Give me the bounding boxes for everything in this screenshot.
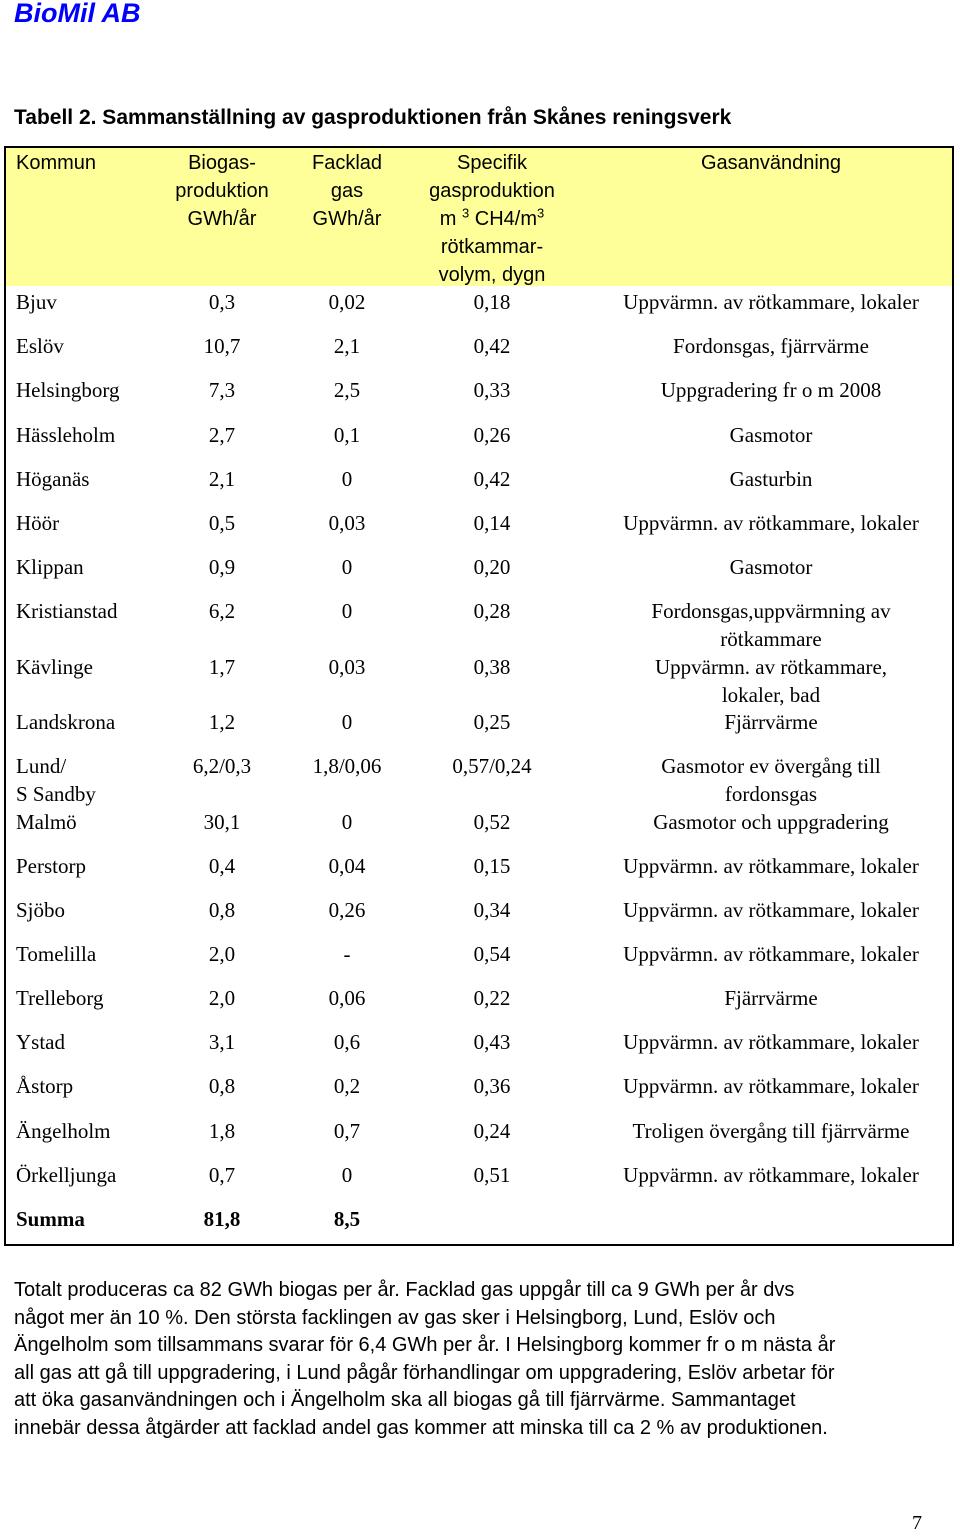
cell-kommun bbox=[16, 288, 57, 316]
cell-specifik: 0,36 bbox=[473, 1074, 511, 1098]
header-specifik-unit: m $^3$ $CH4/m^3$ bbox=[439, 205, 545, 230]
cell-anvandning-line: Fordonsgas, fjärrvärme bbox=[673, 334, 869, 358]
cell-anvandning-line: rötkammare bbox=[720, 627, 822, 651]
cell-kommun-line: Lund/ bbox=[16, 754, 67, 778]
cell-facklad: 0,03 bbox=[328, 511, 366, 535]
cell-biogas: 0,7 bbox=[208, 1163, 236, 1187]
cell-biogas: 2,1 bbox=[208, 467, 236, 491]
cell-facklad: 0,03 bbox=[328, 655, 366, 679]
cell-anvandning-line: Uppvärmn. av rötkammare, lokaler bbox=[623, 511, 919, 535]
cell-anvandning-line: lokaler, bad bbox=[721, 683, 821, 707]
header-biogas bbox=[152, 149, 292, 233]
cell-biogas: 0,8 bbox=[208, 898, 236, 922]
cell-facklad: 0,7 bbox=[333, 1119, 361, 1143]
header-biogas-line: GWh/år bbox=[187, 208, 257, 230]
cell-facklad: 0 bbox=[341, 1163, 353, 1187]
cell-anvandning-line: Gasturbin bbox=[729, 467, 813, 491]
cell-facklad: 0,06 bbox=[328, 986, 366, 1010]
cell-facklad: 2,5 bbox=[333, 378, 361, 402]
cell-biogas: 2,0 bbox=[208, 986, 236, 1010]
cell-kommun-line: Kävlinge bbox=[16, 655, 93, 679]
cell-kommun-line: Kristianstad bbox=[16, 599, 118, 623]
cell-kommun-line: Ystad bbox=[16, 1030, 65, 1054]
cell-biogas: 6,2/0,3 bbox=[192, 754, 252, 778]
cell-anvandning-line: Fjärrvärme bbox=[724, 710, 818, 734]
cell-facklad: 0 bbox=[341, 710, 353, 734]
cell-kommun-line: Hässleholm bbox=[16, 423, 116, 447]
cell-kommun bbox=[16, 509, 59, 537]
cell-specifik: 0,42 bbox=[473, 334, 511, 358]
cell-biogas: 0,9 bbox=[208, 555, 236, 579]
summary-line: innebär dessa åtgärder att facklad andel gas kommer att minska till ca 2 % av produktionen. bbox=[14, 1416, 828, 1439]
cell-specifik: 0,52 bbox=[473, 810, 511, 834]
cell-anvandning-line: Uppgradering fr o m 2008 bbox=[660, 378, 882, 402]
cell-anvandning bbox=[596, 465, 946, 493]
cell-specifik: 0,18 bbox=[473, 290, 511, 314]
header-anvandning: Gasanvändning bbox=[700, 152, 842, 174]
cell-anvandning bbox=[596, 896, 946, 924]
summary-line: Ängelholm som tillsammans svarar för 6,4 GWh per år. I Helsingborg kommer fr o m nästa år bbox=[14, 1334, 836, 1356]
cell-biogas: 0,8 bbox=[208, 1074, 236, 1098]
cell-kommun bbox=[16, 421, 115, 449]
cell-specifik: 0,34 bbox=[473, 898, 511, 922]
cell-anvandning-line: Uppvärmn. av rötkammare, lokaler bbox=[623, 1030, 919, 1054]
cell-kommun-line: Ängelholm bbox=[16, 1119, 111, 1143]
header-facklad-line: Facklad bbox=[311, 152, 383, 174]
table-caption: Tabell 2. Sammanställning av gasproduktionen från Skånes reningsverk bbox=[14, 106, 732, 129]
cell-kommun bbox=[16, 1117, 111, 1145]
cell-biogas: 81,8 bbox=[203, 1207, 241, 1231]
cell-anvandning-line: Uppvärmn. av rötkammare, lokaler bbox=[623, 854, 919, 878]
cell-anvandning bbox=[596, 852, 946, 880]
cell-anvandning bbox=[596, 553, 946, 581]
cell-biogas: 1,7 bbox=[208, 655, 236, 679]
cell-anvandning bbox=[596, 940, 946, 968]
cell-kommun-line: Örkelljunga bbox=[16, 1163, 117, 1187]
cell-kommun bbox=[16, 1205, 85, 1233]
cell-facklad: 0 bbox=[341, 467, 353, 491]
cell-facklad: 1,8/0,06 bbox=[312, 754, 382, 778]
cell-specifik: 0,28 bbox=[473, 599, 511, 623]
cell-kommun-line: Åstorp bbox=[16, 1074, 74, 1098]
cell-kommun-line: Bjuv bbox=[16, 290, 57, 314]
cell-anvandning-line: Uppvärmn. av rötkammare, lokaler bbox=[623, 1074, 919, 1098]
cell-kommun-line: Sjöbo bbox=[16, 898, 66, 922]
cell-anvandning bbox=[596, 1161, 946, 1189]
cell-anvandning bbox=[596, 509, 946, 537]
cell-specifik: 0,24 bbox=[473, 1119, 511, 1143]
cell-facklad: 0,04 bbox=[328, 854, 366, 878]
cell-specifik: 0,43 bbox=[473, 1030, 511, 1054]
cell-kommun-line: Helsingborg bbox=[16, 378, 120, 402]
cell-anvandning bbox=[596, 808, 946, 836]
cell-facklad: 2,1 bbox=[333, 334, 361, 358]
cell-kommun bbox=[16, 1072, 73, 1100]
header-specifik-line: rötkammar- bbox=[440, 236, 544, 258]
cell-anvandning bbox=[596, 1072, 946, 1100]
cell-specifik: 0,38 bbox=[473, 655, 511, 679]
header-facklad bbox=[292, 149, 402, 233]
cell-specifik: 0,51 bbox=[473, 1163, 511, 1187]
cell-specifik: 0,25 bbox=[473, 710, 511, 734]
cell-kommun-line: Perstorp bbox=[16, 854, 86, 878]
cell-kommun-line: Landskrona bbox=[16, 710, 116, 734]
cell-anvandning-line: Uppvärmn. av rötkammare, lokaler bbox=[623, 1163, 919, 1187]
cell-kommun-line: Malmö bbox=[16, 810, 77, 834]
cell-anvandning-line: Fjärrvärme bbox=[724, 986, 818, 1010]
cell-kommun bbox=[16, 1161, 116, 1189]
cell-specifik: 0,14 bbox=[473, 511, 511, 535]
cell-anvandning bbox=[596, 421, 946, 449]
header-biogas-line: Biogas- bbox=[188, 152, 256, 174]
cell-biogas: 0,3 bbox=[208, 290, 236, 314]
cell-specifik: 0,26 bbox=[473, 423, 511, 447]
cell-biogas: 2,7 bbox=[208, 423, 236, 447]
cell-specifik: 0,20 bbox=[473, 555, 511, 579]
cell-kommun bbox=[16, 376, 119, 404]
cell-anvandning bbox=[596, 376, 946, 404]
cell-kommun bbox=[16, 653, 93, 681]
cell-biogas: 2,0 bbox=[208, 942, 236, 966]
gas-production-table bbox=[4, 146, 954, 1246]
cell-facklad: 0,26 bbox=[328, 898, 366, 922]
summary-line: något mer än 10 %. Den största facklingen av gas sker i Helsingborg, Lund, Eslöv och bbox=[14, 1306, 776, 1329]
cell-anvandning bbox=[596, 597, 946, 653]
cell-anvandning-line: Uppvärmn. av rötkammare, lokaler bbox=[623, 942, 919, 966]
cell-facklad: 0,6 bbox=[333, 1030, 361, 1054]
cell-specifik: 0,57/0,24 bbox=[452, 754, 532, 778]
cell-specifik: 0,42 bbox=[473, 467, 511, 491]
cell-kommun bbox=[16, 896, 65, 924]
cell-kommun-line: Klippan bbox=[16, 555, 84, 579]
cell-facklad: 0,1 bbox=[333, 423, 361, 447]
cell-biogas: 0,4 bbox=[208, 854, 236, 878]
cell-facklad: 0 bbox=[341, 555, 353, 579]
header-specifik-line: gasproduktion bbox=[429, 180, 555, 202]
cell-specifik: 0,54 bbox=[473, 942, 511, 966]
summary-line: all gas att gå till uppgradering, i Lund pågår förhandlingar om uppgradering, Eslöv arbetar för bbox=[14, 1361, 835, 1384]
header-specifik bbox=[412, 149, 572, 289]
cell-anvandning bbox=[596, 752, 946, 808]
header-kommun: Kommun bbox=[16, 152, 97, 174]
cell-facklad: 0 bbox=[341, 599, 353, 623]
summary-line: Totalt produceras ca 82 GWh biogas per år. Facklad gas uppgår till ca 9 GWh per år dvs bbox=[14, 1279, 795, 1301]
cell-anvandning bbox=[596, 288, 946, 316]
summary-paragraph bbox=[14, 1277, 914, 1442]
cell-biogas: 3,1 bbox=[208, 1030, 236, 1054]
cell-specifik: 0,15 bbox=[473, 854, 511, 878]
cell-anvandning-line: fordonsgas bbox=[724, 782, 818, 806]
cell-facklad: 0,2 bbox=[333, 1074, 361, 1098]
cell-biogas: 7,3 bbox=[208, 378, 236, 402]
cell-specifik: 0,33 bbox=[473, 378, 511, 402]
header-facklad-line: GWh/år bbox=[312, 208, 382, 230]
cell-biogas: 10,7 bbox=[203, 334, 241, 358]
brand-logo-text: BioMil AB bbox=[14, 0, 141, 28]
cell-anvandning-line: Gasmotor och uppgradering bbox=[653, 810, 889, 834]
cell-kommun bbox=[16, 708, 115, 736]
header-specifik-line: Specifik bbox=[456, 152, 528, 174]
cell-kommun-line: Tomelilla bbox=[16, 942, 97, 966]
cell-kommun-line: Trelleborg bbox=[16, 986, 104, 1010]
cell-kommun-line: Höör bbox=[16, 511, 60, 535]
cell-kommun bbox=[16, 808, 77, 836]
cell-kommun bbox=[16, 1028, 65, 1056]
cell-kommun-line: S Sandby bbox=[16, 782, 96, 806]
cell-anvandning-line: Gasmotor ev övergång till bbox=[661, 754, 881, 778]
cell-specifik: 0,22 bbox=[473, 986, 511, 1010]
cell-biogas: 1,8 bbox=[208, 1119, 236, 1143]
cell-kommun bbox=[16, 597, 117, 625]
header-biogas-line: produktion bbox=[175, 180, 269, 202]
cell-facklad: 8,5 bbox=[333, 1207, 361, 1231]
cell-anvandning-line: Gasmotor bbox=[729, 555, 813, 579]
cell-anvandning bbox=[596, 984, 946, 1012]
cell-kommun bbox=[16, 465, 89, 493]
cell-kommun-line: Eslöv bbox=[16, 334, 64, 358]
cell-anvandning bbox=[596, 1028, 946, 1056]
cell-facklad: - bbox=[343, 942, 351, 966]
cell-anvandning-line: Uppvärmn. av rötkammare, bbox=[654, 655, 888, 679]
cell-kommun bbox=[16, 752, 96, 808]
cell-anvandning-line: Uppvärmn. av rötkammare, lokaler bbox=[623, 290, 919, 314]
cell-anvandning-line: Uppvärmn. av rötkammare, lokaler bbox=[623, 898, 919, 922]
cell-anvandning-line: Troligen övergång till fjärrvärme bbox=[632, 1119, 910, 1143]
table-header bbox=[6, 148, 952, 286]
cell-kommun bbox=[16, 940, 96, 968]
summary-line: att öka gasanvändningen och i Ängelholm ska all biogas gå till fjärrvärme. Sammantaget bbox=[14, 1389, 796, 1411]
page-number: 7 bbox=[912, 1512, 922, 1534]
cell-anvandning-line: Fordonsgas,uppvärmning av bbox=[651, 599, 891, 623]
cell-anvandning bbox=[596, 653, 946, 709]
cell-anvandning bbox=[596, 1117, 946, 1145]
cell-biogas: 1,2 bbox=[208, 710, 236, 734]
cell-kommun bbox=[16, 332, 64, 360]
header-facklad-line: gas bbox=[330, 180, 364, 202]
cell-biogas: 6,2 bbox=[208, 599, 236, 623]
cell-kommun-line: Summa bbox=[16, 1207, 85, 1231]
cell-kommun bbox=[16, 852, 86, 880]
cell-anvandning bbox=[596, 708, 946, 736]
cell-kommun-line: Höganäs bbox=[16, 467, 90, 491]
cell-kommun bbox=[16, 553, 84, 581]
cell-anvandning-line: Gasmotor bbox=[729, 423, 813, 447]
cell-facklad: 0 bbox=[341, 810, 353, 834]
cell-biogas: 30,1 bbox=[203, 810, 241, 834]
cell-anvandning bbox=[596, 332, 946, 360]
cell-kommun bbox=[16, 984, 104, 1012]
cell-biogas: 0,5 bbox=[208, 511, 236, 535]
cell-facklad: 0,02 bbox=[328, 290, 366, 314]
header-specifik-line: volym, dygn bbox=[438, 264, 546, 286]
